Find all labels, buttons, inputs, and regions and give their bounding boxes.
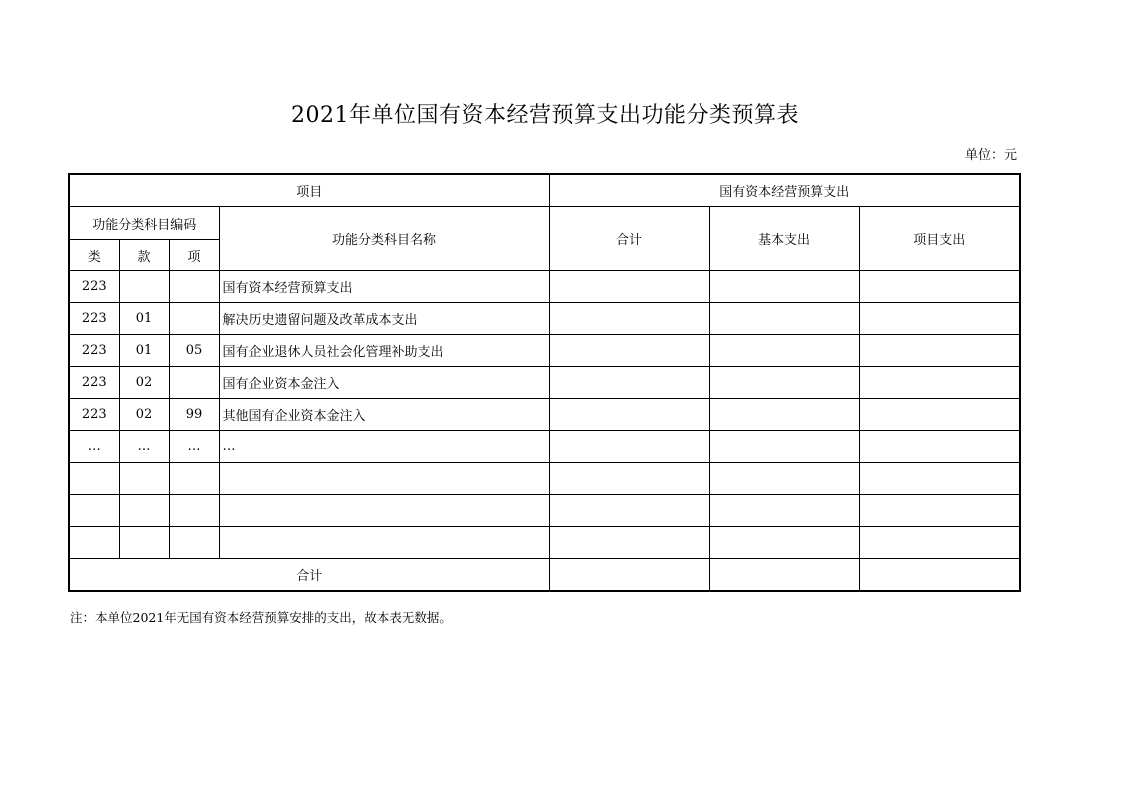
cell-kuan: 02	[119, 367, 169, 399]
cell-xiang	[169, 367, 219, 399]
total-label: 合计	[69, 559, 549, 592]
table-row	[69, 271, 1020, 303]
table-row	[69, 463, 1020, 495]
header-project: 项目	[69, 174, 549, 207]
cell-basic	[709, 335, 859, 367]
cell-total	[549, 367, 709, 399]
total-value	[549, 559, 709, 592]
cell-lei	[69, 527, 119, 559]
cell-name: 其他国有企业资本金注入	[219, 399, 549, 431]
cell-total	[549, 303, 709, 335]
cell-xiang: 99	[169, 399, 219, 431]
cell-kuan: 01	[119, 303, 169, 335]
cell-lei: 223	[69, 335, 119, 367]
table-row	[69, 367, 1020, 399]
cell-xiang	[169, 495, 219, 527]
cell-name	[219, 495, 549, 527]
cell-project	[859, 367, 1020, 399]
cell-lei	[69, 463, 119, 495]
table-row	[69, 399, 1020, 431]
cell-basic	[709, 303, 859, 335]
table-row	[69, 335, 1020, 367]
header-name: 功能分类科目名称	[219, 207, 549, 271]
cell-lei: 223	[69, 271, 119, 303]
cell-name: 国有企业资本金注入	[219, 367, 549, 399]
cell-kuan	[119, 495, 169, 527]
cell-kuan: 01	[119, 335, 169, 367]
table-row	[69, 431, 1020, 463]
cell-lei: 223	[69, 303, 119, 335]
total-project	[859, 559, 1020, 592]
cell-total	[549, 271, 709, 303]
budget-table	[68, 173, 1021, 592]
cell-total	[549, 527, 709, 559]
header-basic: 基本支出	[709, 207, 859, 271]
table-row	[69, 527, 1020, 559]
cell-total	[549, 399, 709, 431]
cell-name	[219, 527, 549, 559]
cell-basic	[709, 399, 859, 431]
cell-name: …	[219, 431, 549, 463]
header-kuan: 款	[119, 240, 169, 271]
cell-project	[859, 431, 1020, 463]
header-expenditure-group: 国有资本经营预算支出	[549, 174, 1020, 207]
cell-basic	[709, 367, 859, 399]
cell-total	[549, 335, 709, 367]
cell-lei: …	[69, 431, 119, 463]
table-row	[69, 303, 1020, 335]
cell-basic	[709, 527, 859, 559]
unit-label: 单位：元	[964, 148, 1017, 163]
cell-kuan	[119, 463, 169, 495]
cell-project	[859, 335, 1020, 367]
page-title: 2021年单位国有资本经营预算支出功能分类预算表	[291, 103, 799, 128]
cell-name	[219, 463, 549, 495]
cell-kuan	[119, 527, 169, 559]
cell-kuan	[119, 271, 169, 303]
cell-kuan: …	[119, 431, 169, 463]
header-code-group: 功能分类科目编码	[69, 207, 219, 240]
cell-name: 国有企业退休人员社会化管理补助支出	[219, 335, 549, 367]
cell-xiang	[169, 303, 219, 335]
cell-project	[859, 271, 1020, 303]
cell-basic	[709, 431, 859, 463]
cell-xiang	[169, 463, 219, 495]
cell-basic	[709, 495, 859, 527]
cell-total	[549, 495, 709, 527]
cell-kuan: 02	[119, 399, 169, 431]
cell-project	[859, 495, 1020, 527]
header-row-1	[69, 174, 1020, 207]
cell-lei: 223	[69, 367, 119, 399]
cell-project	[859, 303, 1020, 335]
cell-basic	[709, 463, 859, 495]
header-lei: 类	[69, 240, 119, 271]
cell-lei: 223	[69, 399, 119, 431]
cell-lei	[69, 495, 119, 527]
cell-project	[859, 527, 1020, 559]
cell-xiang: …	[169, 431, 219, 463]
cell-xiang	[169, 271, 219, 303]
cell-basic	[709, 271, 859, 303]
header-project-expenditure: 项目支出	[859, 207, 1020, 271]
cell-xiang	[169, 527, 219, 559]
footnote: 注：本单位2021年无国有资本经营预算安排的支出，故本表无数据。	[70, 610, 452, 625]
cell-total	[549, 463, 709, 495]
cell-total	[549, 431, 709, 463]
cell-project	[859, 463, 1020, 495]
table-row	[69, 495, 1020, 527]
header-row-2	[69, 207, 1020, 240]
cell-project	[859, 399, 1020, 431]
total-basic	[709, 559, 859, 592]
cell-name: 国有资本经营预算支出	[219, 271, 549, 303]
header-total: 合计	[549, 207, 709, 271]
total-row	[69, 559, 1020, 592]
cell-xiang: 05	[169, 335, 219, 367]
header-xiang: 项	[169, 240, 219, 271]
cell-name: 解决历史遗留问题及改革成本支出	[219, 303, 549, 335]
